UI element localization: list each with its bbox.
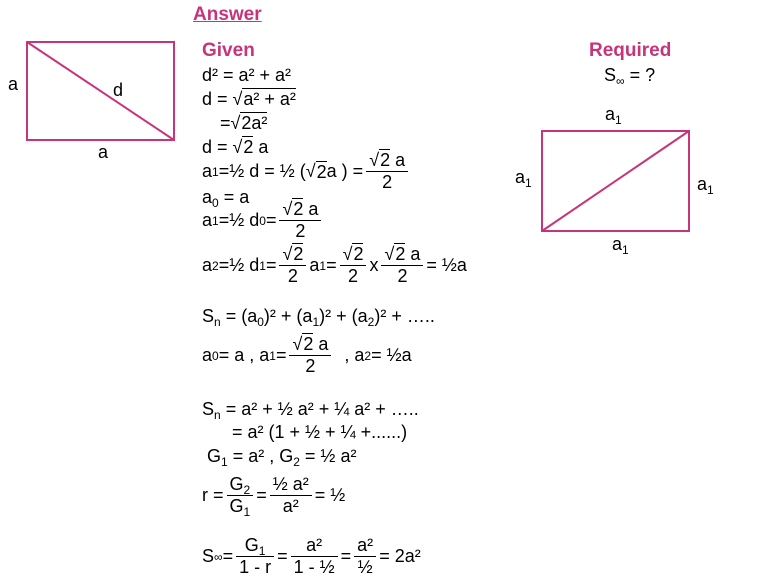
line-ratio: r = $\frac{G_2}{G_1}$ = $\frac{\text{½ a²}}{\text{a²}}$ = ½	[202, 474, 346, 519]
given-heading: Given	[202, 40, 255, 61]
line-d-root: d = √a² + a²	[202, 89, 296, 109]
line-d-equals: d = √2 a	[202, 137, 269, 157]
fraction-root2-over-2: $\frac{√2}{2}$	[279, 244, 306, 287]
fraction-root2a-over-2: $\frac{√2 a}{2}$	[279, 199, 321, 242]
rectangle-diagonal	[542, 131, 689, 231]
fraction-g1-over-1-minus-r: $\frac{G_1}{1 - r}$	[236, 535, 274, 578]
answer-heading: Answer	[193, 4, 262, 25]
square-side-label: a	[8, 74, 19, 94]
line-d-squared: d² = a² + a²	[202, 65, 292, 85]
line-s-infinity: S ∞ = $\frac{G_1}{1 - r}$ = $\frac{\text{a²}}{\text{1 - ½}}$ = $\frac{\text{a²}}{\text{½}}$ = 2a²	[202, 535, 421, 577]
fraction-g2-over-g1: $\frac{G_2}{G_1}$	[227, 474, 254, 517]
required-expression: $S_\infty$ = ?	[604, 65, 656, 88]
line-factored: = a² (1 + ½ + ¼ +......)	[232, 422, 408, 442]
line-sn-sum: $S_n = a^2$ + ½ a² + ¼ a² + …..	[202, 399, 419, 422]
rect-top-label: $a_1$	[605, 104, 622, 127]
line-g-terms: $G_1 = a^2$ , $G_2$ = ½ a²	[207, 446, 357, 469]
fraction-root2a-over-2: $\frac{√2 a}{2}$	[366, 150, 408, 193]
line-terms: a 0 = a , a 1 = $\frac{√2 a}{2}$ , a 2 = ½a	[202, 334, 412, 376]
rect-right-label: $a_1$	[697, 174, 714, 197]
fraction-a2-over-1-minus-half: $\frac{\text{a²}}{\text{1 - ½}}$	[291, 535, 338, 578]
line-a2: a 2 =½ d 1 = $\frac{√2}{2}$ a 1 = $\frac{√2}{2}$ x $\frac{√2 a}{2}$ = ½a	[202, 244, 467, 286]
line-root-2a2: =√2a²	[220, 113, 268, 133]
fraction-root2a-over-2: $\frac{√2 a}{2}$	[381, 244, 423, 287]
line-a1: a 1 =½ d = ½ (√ 2 a ) = $\frac{√2 a}{2}$	[202, 150, 411, 193]
line-sn-series: $S_n = (a_0)^2 + (a_1)^2 + (a_2)^2$ + …..	[202, 306, 435, 329]
required-heading: Required	[589, 40, 672, 61]
square-diagonal-label: d	[113, 80, 124, 100]
fraction-root2a-over-2: $\frac{√2 a}{2}$	[289, 334, 331, 377]
rect-left-label: $a_1$	[515, 167, 532, 190]
rectangle-diagram	[530, 120, 700, 240]
rect-bottom-label: $a_1$	[612, 234, 629, 257]
line-a0: $a_0 = a$	[202, 187, 250, 210]
fraction-a2-over-half: $\frac{\text{a²}}{\text{½}}$	[354, 535, 376, 578]
square-bottom-label: a	[98, 142, 109, 162]
fraction-half-a2-over-a2: $\frac{\text{½ a²}}{\text{a²}}$	[270, 474, 312, 517]
square-diagonal	[27, 42, 174, 140]
square-diagram	[0, 0, 190, 170]
fraction-root2-over-2: $\frac{√2}{2}$	[340, 244, 367, 287]
line-a1-d0: a 1 =½ d 0 = $\frac{√2 a}{2}$	[202, 199, 324, 242]
